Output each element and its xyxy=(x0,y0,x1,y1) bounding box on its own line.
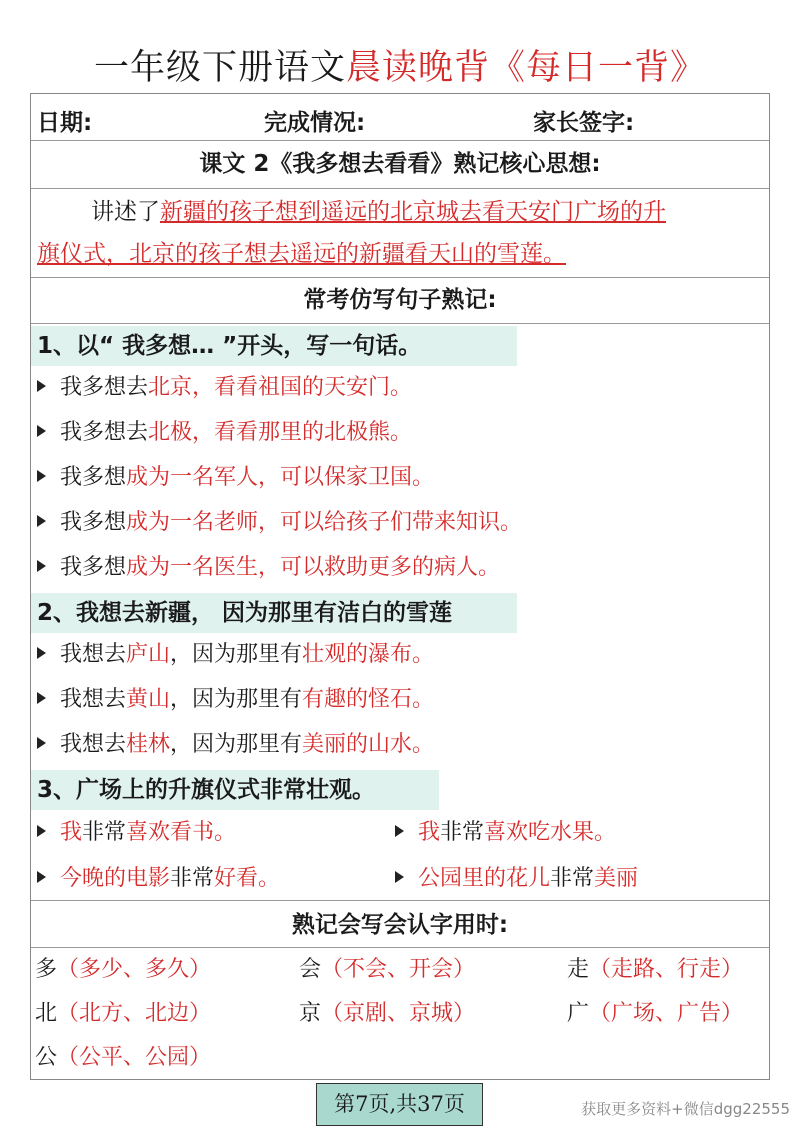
lesson-intro: 讲述了新疆的孩子想到遥远的北京城去看天安门广场的升 旗仪式，北京的孩子想去遥远的新疆看天山的雪莲。 xyxy=(31,189,769,278)
list-item: 我多想成为一名医生，可以救助更多的病人。 xyxy=(37,552,500,584)
word-entry: 公（公平、公园） xyxy=(35,1045,212,1070)
list-item: 公园里的花儿非常美丽 xyxy=(395,863,638,895)
list-item: 我非常喜欢看书。 xyxy=(37,817,236,849)
word-entry: 走（走路、行走） xyxy=(567,957,744,982)
status-label: 完成情况: xyxy=(264,110,366,136)
sec1-title: 1、以“ 我多想… ”开头，写一句话。 xyxy=(31,326,517,366)
list-item: 我想去黄山，因为那里有有趣的怪石。 xyxy=(37,684,434,716)
list-item: 我多想成为一名军人，可以保家卫国。 xyxy=(37,462,434,494)
list-item: 我多想去北京，看看祖国的天安门。 xyxy=(37,372,412,404)
page-number: 第7页,共37页 xyxy=(316,1083,483,1126)
list-item: 我多想去北极，看看那里的北极熊。 xyxy=(37,417,412,449)
bullet-icon xyxy=(37,560,46,572)
words-heading: 熟记会写会认字用时: xyxy=(31,900,769,948)
word-entry: 北（北方、北边） xyxy=(35,1001,212,1026)
bullet-icon xyxy=(37,515,46,527)
list-item: 今晚的电影非常好看。 xyxy=(37,863,280,895)
sign-label: 家长签字: xyxy=(533,110,635,136)
content-frame xyxy=(30,93,770,1080)
watermark: 获取更多资料+微信dgg22555 xyxy=(581,1100,790,1118)
bullet-icon xyxy=(37,825,46,837)
bullet-icon xyxy=(37,380,46,392)
bullet-icon xyxy=(37,470,46,482)
lesson-heading: 课文 2《我多想去看看》熟记核心思想: xyxy=(31,141,769,189)
word-entry: 京（京剧、京城） xyxy=(299,1001,476,1026)
word-entry: 会（不会、开会） xyxy=(299,957,476,982)
bullet-icon xyxy=(37,692,46,704)
sec2-title: 2、我想去新疆， 因为那里有洁白的雪莲 xyxy=(31,593,517,633)
page-title: 一年级下册语文晨读晚背《每日一背》 xyxy=(93,48,707,88)
word-entry: 广（广场、广告） xyxy=(567,1001,744,1026)
sentences-heading: 常考仿写句子熟记: xyxy=(31,278,769,324)
list-item: 我想去庐山，因为那里有壮观的瀑布。 xyxy=(37,639,434,671)
bullet-icon xyxy=(395,871,404,883)
word-entry: 多（多少、多久） xyxy=(35,957,212,982)
bullet-icon xyxy=(37,425,46,437)
list-item: 我非常喜欢吃水果。 xyxy=(395,817,616,849)
bullet-icon xyxy=(37,647,46,659)
list-item: 我多想成为一名老师，可以给孩子们带来知识。 xyxy=(37,507,522,539)
bullet-icon xyxy=(37,871,46,883)
list-item: 我想去桂林，因为那里有美丽的山水。 xyxy=(37,729,434,761)
bullet-icon xyxy=(395,825,404,837)
date-label: 日期: xyxy=(37,110,93,136)
header-row xyxy=(31,94,769,141)
bullet-icon xyxy=(37,737,46,749)
sec3-title: 3、广场上的升旗仪式非常壮观。 xyxy=(31,770,439,810)
